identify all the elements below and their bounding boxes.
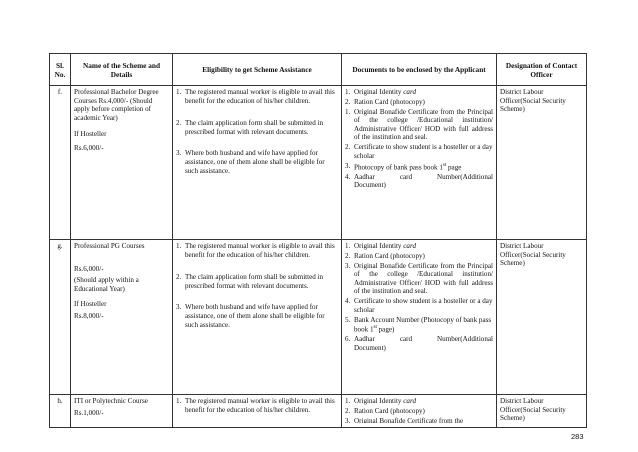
scheme-text: ITI or Polytechnic Course: [74, 397, 148, 405]
document-item: 4. Aadhar card Number(Additional Document): [345, 172, 493, 190]
row-sl-no: h.: [50, 395, 71, 428]
eligibility-item: 1. The registered manual worker is eligible to avail this benefit for the education of his/her children.: [176, 397, 335, 414]
row-sl-no: f.: [50, 86, 71, 240]
document-item: 3. Photocopy of bank pass book 1st page: [345, 161, 462, 171]
scheme-cell: [71, 240, 173, 395]
document-item: 3. Original Bonafide Certificate from the Principal of the college /Educational institution/ Administrative Officer/ HOD with full address of the institution and seal.: [345, 261, 493, 296]
document-item: 1. Original Bonafide Certificate from the Principal of the college /Educational institution/ Administrative Officer/ HOD with full address of the institution and seal.: [345, 107, 493, 142]
table-row: [50, 86, 587, 240]
page-number: 283: [571, 432, 584, 441]
eligibility-item: 2. The claim application form shall be submitted in prescribed format with relevant documents.: [176, 273, 324, 290]
scheme-table: [49, 53, 587, 428]
eligibility-item: 1. The registered manual worker is eligible to avail this benefit for the education of his/her children.: [176, 88, 335, 105]
header-documents: Documents to be enclosed by the Applicant: [342, 54, 497, 86]
document-item: 1. Original Identity card: [345, 242, 417, 250]
eligibility-item: 3. Where both husband and wife have applied for assistance, one of them alone shall be eligible for such assistance.: [176, 149, 325, 175]
document-item: 2. Ration Card (photocopy): [345, 251, 425, 260]
eligibility-cell: [173, 395, 342, 428]
designation-cell: District Labour Officer(Social Security Scheme): [497, 240, 587, 395]
scheme-text: Rs.8,000/-: [74, 311, 104, 320]
table-row: [50, 395, 587, 428]
table-header-row: [50, 54, 587, 86]
document-item: 6. Aadhar card Number(Additional Document): [345, 335, 493, 352]
document-item: 2. Ration Card (photocopy): [345, 406, 425, 415]
table-row: [50, 240, 587, 395]
scheme-text: Professional Bachelor Degree Courses Rs.4,000/- (Should apply before completion of academic Year): [74, 88, 159, 122]
eligibility-item: 1. The registered manual worker is eligible to avail this benefit for the education of his/her children.: [176, 242, 335, 259]
header-eligibility: Eligibility to get Scheme Assistance: [173, 54, 342, 86]
document-item: 4. Certificate to show student is a hosteller or a day scholar: [345, 297, 493, 314]
document-item: 2. Ration Card (photocopy): [345, 97, 425, 106]
header-scheme: Name of the Scheme and Details: [71, 54, 173, 86]
designation-cell: District Labour Officer(Social Security Scheme): [497, 86, 587, 240]
scheme-cell: [71, 86, 173, 240]
scheme-text: Rs.6,000/-: [74, 143, 104, 152]
documents-cell: [342, 240, 497, 395]
scheme-text: Rs.1,000/-: [74, 408, 104, 417]
scheme-text: If Hosteller: [74, 300, 107, 309]
document-item: 3. Original Bonafide Certificate from the: [345, 416, 464, 423]
scheme-text: (Should apply within a Educational Year): [74, 276, 139, 293]
header-sl-no: Sl. No.: [50, 54, 71, 86]
scheme-text: If Hosteller: [74, 130, 107, 139]
eligibility-item: 2. The claim application form shall be submitted in prescribed format with relevant documents.: [176, 119, 324, 136]
eligibility-cell: [173, 240, 342, 395]
eligibility-item: 3. Where both husband and wife have applied for assistance, one of them alone shall be eligible for such assistance.: [176, 303, 325, 329]
documents-cell: [342, 395, 497, 428]
header-designation: Designation of Contact Officer: [497, 54, 587, 86]
designation-cell: District Labour Officer(Social Security Scheme): [497, 395, 587, 428]
row-sl-no: g.: [50, 240, 71, 395]
document-item: 5. Bank Account Number (Photocopy of bank pass book 1st page): [345, 315, 492, 334]
scheme-cell: [71, 395, 173, 428]
document-item: 1. Original Identity card: [345, 88, 417, 96]
document-item: 2. Certificate to show student is a hosteller or a day scholar: [345, 143, 493, 160]
scheme-text: Professional PG Courses: [74, 242, 145, 250]
eligibility-cell: [173, 86, 342, 240]
documents-cell: [342, 86, 497, 240]
scheme-text: Rs.6,000/-: [74, 264, 104, 273]
document-item: 1. Original Identity card: [345, 397, 417, 405]
